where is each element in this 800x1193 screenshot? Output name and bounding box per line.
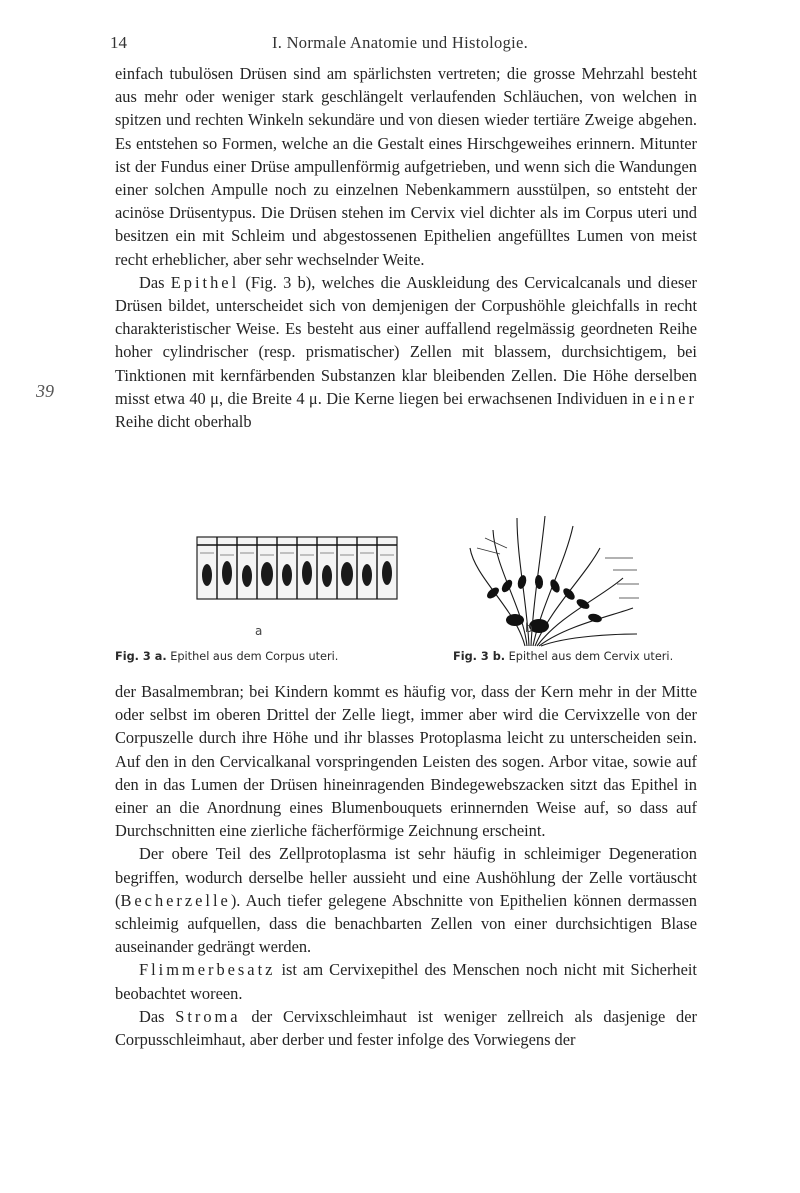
- running-head: I. Normale Anatomie und Histologie.: [271, 33, 529, 52]
- text-run: Das: [139, 272, 171, 292]
- figure-label-b: b: [525, 621, 533, 635]
- figure-caption-3b: [453, 650, 673, 663]
- caption-text: Epithel aus dem Corpus uteri.: [170, 650, 339, 663]
- spaced-term: Epithel: [170, 272, 240, 292]
- text-block-top: [115, 62, 697, 433]
- text-run: ist am Cervixepithel des Menschen noch nicht mit Sicherheit beobachtet woreen.: [115, 960, 697, 1003]
- paragraph-epithel: [115, 271, 697, 433]
- paragraph-zellprotoplasma: [115, 842, 697, 958]
- figure-3b-illustration: [455, 508, 645, 648]
- spaced-term: Stroma: [175, 1006, 241, 1026]
- text-run: (Fig. 3 b), welches die Auskleidung des Cervicalcanals und dieser Drüsen bildet, unterscheidet sich von demjenigen der Corpushöhle gleichfalls in recht charakteristischer Weise. Es besteht aus einer auffallend regelmässig geordneten Reihe hoher cylindrischer (resp. prismatischer) Zellen mit blassem, durchsichtigem, bei Tinktionen mit kernfärbenden Substanzen klar bleibenden Zellen. Die Höhe derselben misst etwa 40 μ, die Breite 4 μ. Die Kerne liegen bei erwachsenen Individuen in: [115, 272, 697, 408]
- caption-number: Fig. 3 b.: [453, 650, 506, 663]
- figure-label-a: a: [255, 624, 263, 638]
- text-run: ). Auch tiefer gelegene Abschnitte von Epithelien können dermassen schleimig aufquellen, dass die benachbarten Zellen von einer durchsichtigen Blase auseinander gedrängt werden.: [115, 890, 697, 957]
- text-block-bottom: [115, 680, 697, 1051]
- text-run: der Cervixschleimhaut ist weniger zellreich als dasjenige der Corpusschleimhaut, aber derber und fester infolge des Vorwiegens der: [115, 1006, 697, 1050]
- caption-text: Epithel aus dem Cervix uteri.: [508, 650, 674, 663]
- figure-area: [115, 508, 697, 668]
- paragraph-basalmembran: der Basalmembran; bei Kindern kommt es häufig vor, dass der Kern mehr in der Mitte oder selbst im oberen Drittel der Zelle liegt, immer aber wird die Cervixzelle von der Corpuszelle durch ihre Höhe und ihr blasses Protoplasma leicht zu unterscheiden sein. Auf den in den Cervicalkanal vorspringenden Leisten des sogen. Arbor vitae, sowie auf den in das Lumen der Drüsen hineinragenden Bindegewebszacken sitzt das Epithel in einer an die Anordnung eines Blumenbouquets erinnernden Weise auf, so dass auf Durchschnitten eine zierliche fächerförmige Zeichnung erscheint.: [115, 682, 697, 841]
- caption-number: Fig. 3 a.: [115, 650, 167, 663]
- spaced-term: Becherzelle: [120, 890, 231, 910]
- figure-caption-3a: [115, 650, 338, 663]
- text-run: Der obere Teil des Zellprotoplasma ist sehr häufig in schleimiger Degeneration begriffen, wodurch derselbe heller aussieht und eine Aushöhlung der Zelle vortäuscht (: [115, 844, 697, 910]
- paragraph-flimmerbesatz: [115, 958, 697, 1004]
- figure-3a-illustration: [195, 533, 400, 603]
- paragraph-glands: einfach tubulösen Drüsen sind am spärlichsten vertreten; die grosse Mehrzahl besteht aus mehr oder weniger stark geschlängelt verlaufenden Schläuchen, von welchen in spitzen und rechten Winkeln sekundäre und von diesen wieder tertiäre Zweige abgehen. Es entstehen so Formen, welche an die Gestalt eines Hirschgeweihes erinnern. Mitunter ist der Fundus einer Drüse ampullenförmig aufgetrieben, und wenn sich die Wandungen einer solchen Ampulle noch zu einzelnen Nebenkammern ausstülpen, so entsteht der acinöse Drüsentypus. Die Drüsen stehen im Cervix viel dichter als im Corpus uteri und besitzen ein mit Schleim und abgestossenen Epithelien angefülltes Lumen von meist recht erheblicher, aber sehr wechselnder Weite.: [115, 64, 697, 269]
- page-header: [0, 33, 800, 57]
- text-run: Das: [139, 1006, 176, 1026]
- spaced-term: Flimmerbesatz: [139, 960, 276, 980]
- spaced-term: einer: [649, 388, 697, 408]
- margin-annotation: 39: [36, 381, 54, 401]
- paragraph-stroma: [115, 1005, 697, 1051]
- text-run: Reihe dicht oberhalb: [115, 412, 252, 432]
- page-number: 14: [110, 33, 127, 52]
